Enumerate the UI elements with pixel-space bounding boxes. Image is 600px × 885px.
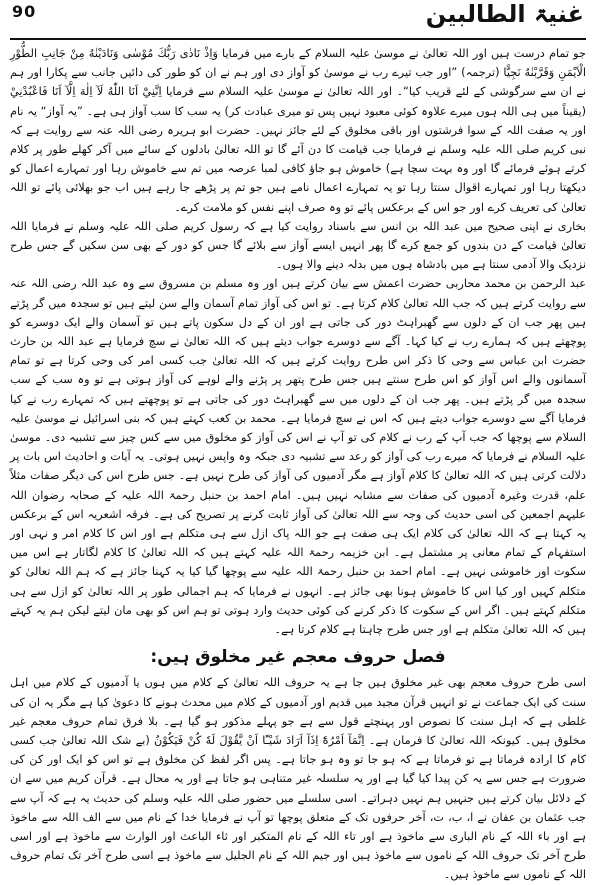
page-number: 90 xyxy=(12,2,37,21)
paragraph: بخاری نے اپنی صحیح میں عبد اللہ بن انس سے باسناد روایت کیا ہے کہ رسول کریم صلی اللہ علیہ وسلم نے فرمایا اللہ تعالیٰ قیامت کے دن بندوں کو جمع کرے گا پھر انہیں ایسے آواز سے بلائے گا جس کو دور کے بھی سن سکیں گے جس طرح نزدیک والا آدمی سنتا ہے میں بادشاہ ہوں میں بدلہ دینے والا ہوں۔ xyxy=(10,219,586,272)
running-title: غنیۃ الطالبین xyxy=(425,0,584,28)
body-text-upper xyxy=(10,44,586,639)
section-heading: فصل حروف معجم غیر مخلوق ہیں: xyxy=(150,647,446,668)
paragraph: عبد الرحمن بن محمد محاربی حضرت اعمش سے بیان کرتے ہیں اور وہ مسلم بن مسروق سے وہ عبد اللہ رضی اللہ عنہ سے روایت کرتے ہیں کہ جب اللہ تعالیٰ کلام کرتا ہے۔ تو اس کی آواز تمام آسمان والے سن لیتے ہیں تو سجدہ میں گر پڑتے ہیں پھر جب ان کے دلوں سے گھبراہٹ دور کی جاتی ہے اور ان کے دل سکون پاتے ہیں تو آسمان والے ایک دوسرے کو پوچھتے ہیں کہ ہمارے رب نے کیا کہا۔ آگے سے دوسرے جواب دیتے ہیں کہ اللہ تعالیٰ نے سچ فرمایا ہے عبد اللہ بن حارث حضرت ابن عباس سے وحی کا ذکر اس طرح روایت کرتے ہیں کہ اللہ تعالیٰ جب کسی امر کی وحی کرتا ہے تو تمام آسمانوں والے اس آواز کو اس طرح سنتے ہیں جس طرح پتھر پر پڑنے والے لوہے کی آواز ہوتی ہے تو وہ سب کے سب سجدہ میں گر پڑتے ہیں۔ پھر جب ان کے دلوں میں سے گھبراہٹ دور کی جاتی ہے تو پوچھتے ہیں کہ تمہارے رب نے کیا فرمایا آگے سے دوسرے جواب دیتے ہیں کہ اس نے سچ فرمایا ہے۔ محمد بن کعب کہتے ہیں کہ بنی اسرائیل نے موسیٰ علیہ السلام سے پوچھا کہ جب آپ کے رب نے کلام کی تو آپ نے اس کی آواز کو مخلوق میں سے کس چیز سے تشبیہ دی۔ موسیٰ علیہ السلام نے فرمایا کہ میرے رب کی آواز کو رعد سے تشبیہ دی جبکہ وہ واپس نہیں ہوتی۔ یہ آیات و احادیث اس بات پر دلالت کرتی ہیں کہ اللہ تعالیٰ کا کلام آواز ہے مگر آدمیوں کی آواز کی طرح نہیں ہے۔ جس طرح اس کی دیگر صفات مثلاً علم، قدرت وغیرہ آدمیوں کی صفات سے مشابہ نہیں ہیں۔ امام احمد بن حنبل رحمۃ اللہ علیہ کے صحابہ رضوان اللہ علیہم اجمعین کی اسی حدیث کی وجہ سے اللہ تعالیٰ کی آواز ثابت کرنے پر تصریح کی ہے۔ فرقہ اشعریہ اس کے برعکس یہ کہتا ہے کہ اللہ تعالیٰ کی کلام ایک ہی صفت ہے جو اللہ پاک ازل سے ہی متکلم ہے اور اس کا کلام امر و نہی اور استفہام کے تمام معانی پر مشتمل ہے۔ ابن خزیمہ رحمۃ اللہ علیہ کہتے ہیں کہ اللہ تعالیٰ کا کلام لگاتار ہے اس میں سکوت اور خاموشی نہیں ہے۔ امام احمد بن حنبل رحمۃ اللہ علیہ سے پوچھا گیا کیا یہ کہنا جائز ہے کہ ہم اللہ تعالیٰ کو متکلم کہیں اور کیا اس کا خاموش ہونا بھی جائز ہے۔ انہوں نے فرمایا کہ ہم اجمالی طور پر اللہ تعالیٰ کو ازل سے ہی متکلم کہتے ہیں۔ اگر اس کے سکوت کا ذکر کرنے کی کوئی حدیث وارد ہوتی تو ہم اس کو بھی مان لیتے لیکن ہم یہ کہتے ہیں کہ اللہ تعالیٰ متکلم ہے اور جس طرح چاہتا ہے کلام کرتا ہے۔ xyxy=(10,277,586,637)
body-text-lower xyxy=(10,673,586,884)
paragraph: جو تمام درست ہیں اور اللہ تعالیٰ نے موسیٰ علیہ السلام کے بارے میں فرمایا وَاِذْ نَادٰى رَبُّكَ مُوْسٰى وَنَادَيْنٰهُ مِنْ جَانِبِ الطُّوْرِ الْاَيْمَنِ وَقَرَّبْنٰهُ نَجِيًّا (ترجمہ) ”اور جب تیرے رب نے موسیٰ کو آواز دی اور ہم نے ان کو طور کی دائیں جانب سے پکارا اور ہم نے ان سے سرگوشی کے لئے قریب کیا“۔ اور اللہ تعالیٰ نے موسیٰ علیہ السلام سے فرمایا اِنَّنِيْٓ اَنَا اللّٰهُ لَآ اِلٰهَ اِلَّآ اَنَا فَاعْبُدْنِيْ (یقیناً میں ہی اللہ ہوں میرے علاوہ کوئی معبود نہیں پس تو میری عبادت کر) یہ سب کا سب آواز ہی ہے۔ ”یہ آواز“ یہ نام اور یہ صفت اللہ کے سوا فرشتوں اور باقی مخلوق کے لئے جائز نہیں۔ حضرت ابو ہریرہ رضی اللہ عنہ سے روایت ہے کہ نبی کریم صلی اللہ علیہ وسلم نے فرمایا جب قیامت کا دن آئے گا تو اللہ تعالیٰ بادلوں کے سائے میں آکر کھلے طور پر کلام کرتے ہوئے فرمائے گا اور وہ بہت سچا ہے) خاموش ہو جاؤ کافی لمبا عرصہ میں تم سے خاموش رہا اور تمہارے اعمال کو دیکھتا رہا اور تمہارے اقوال سنتا رہا تو یہ تمہارے اعمال نامے ہیں جو تم پر پڑھے جا رہے ہیں اب جو بھلائی پائے تو اللہ تعالیٰ کی تعریف کرے اور جو اس کے برعکس پائے تو وہ صرف اپنے نفس کو ملامت کرے۔ xyxy=(10,47,586,214)
paragraph: اسی طرح حروف معجم بھی غیر مخلوق ہیں جا ہے یہ حروف اللہ تعالیٰ کے کلام میں ہوں یا آدمیوں کے کلام میں اہل سنت کی ایک جماعت نے تو انہیں قرآن مجید میں قدیم اور آدمیوں کے کلام میں محدث ہونے کا دعویٰ کیا ہے مگر یہ ان کی غلطی ہے کہ اہل سنت کا نصوص اور پہنچتے قول سے ہے جو پہلے مذکور ہو گیا ہے۔ بلا فرق تمام حروف معجم غیر مخلوق ہیں۔ کیونکہ اللہ تعالیٰ کا فرمان ہے۔ اِنَّمَآ اَمْرُهٗٓ اِذَآ اَرَادَ شَيْـًٔا اَنْ يَّقُوْلَ لَهٗ كُنْ فَيَكُوْنُ (بے شک اللہ تعالیٰ جب کسی کام کا ارادہ فرماتا ہے تو فرماتا ہے کہ ہو جا تو وہ ہو جاتا ہے۔ پس اگر لفظ کن مخلوق ہے تو اس کو ایک اور کن کی ضرورت ہے جس سے یہ کن پیدا کیا گیا ہے اور یہ سلسلہ غیر متناہی ہو جاتا ہے اور یہ محال ہے۔ قرآن کریم میں سے ان کے دلائل بیان کرتے ہیں جنہیں ہم نہیں دہراتے۔ اسی سلسلے میں حضور صلی اللہ علیہ وسلم کی حدیث یہ ہے کہ آپ سے جب عثمان بن عفان نے ا، ب، ت، آخر حرفوں تک کے متعلق پوچھا تو آپ نے فرمایا خدا کے نام میں سے الف اللہ سے ماخوذ ہے اور باء اللہ کے نام الباری سے ماخوذ ہے اور تاء اللہ کے نام المتکبر اور ثاء الباعث اور الوارث سے ماخوذ ہے اور اسی طرح آخر تک حروف اللہ کے ناموں سے ماخوذ ہیں اور جیم اللہ کے نام الجلیل سے ماخوذ ہے اسی طرح آخر تک تمام حروف اللہ کے ناموں سے ماخوذ ہیں۔ xyxy=(10,676,586,882)
page-header xyxy=(10,0,586,40)
